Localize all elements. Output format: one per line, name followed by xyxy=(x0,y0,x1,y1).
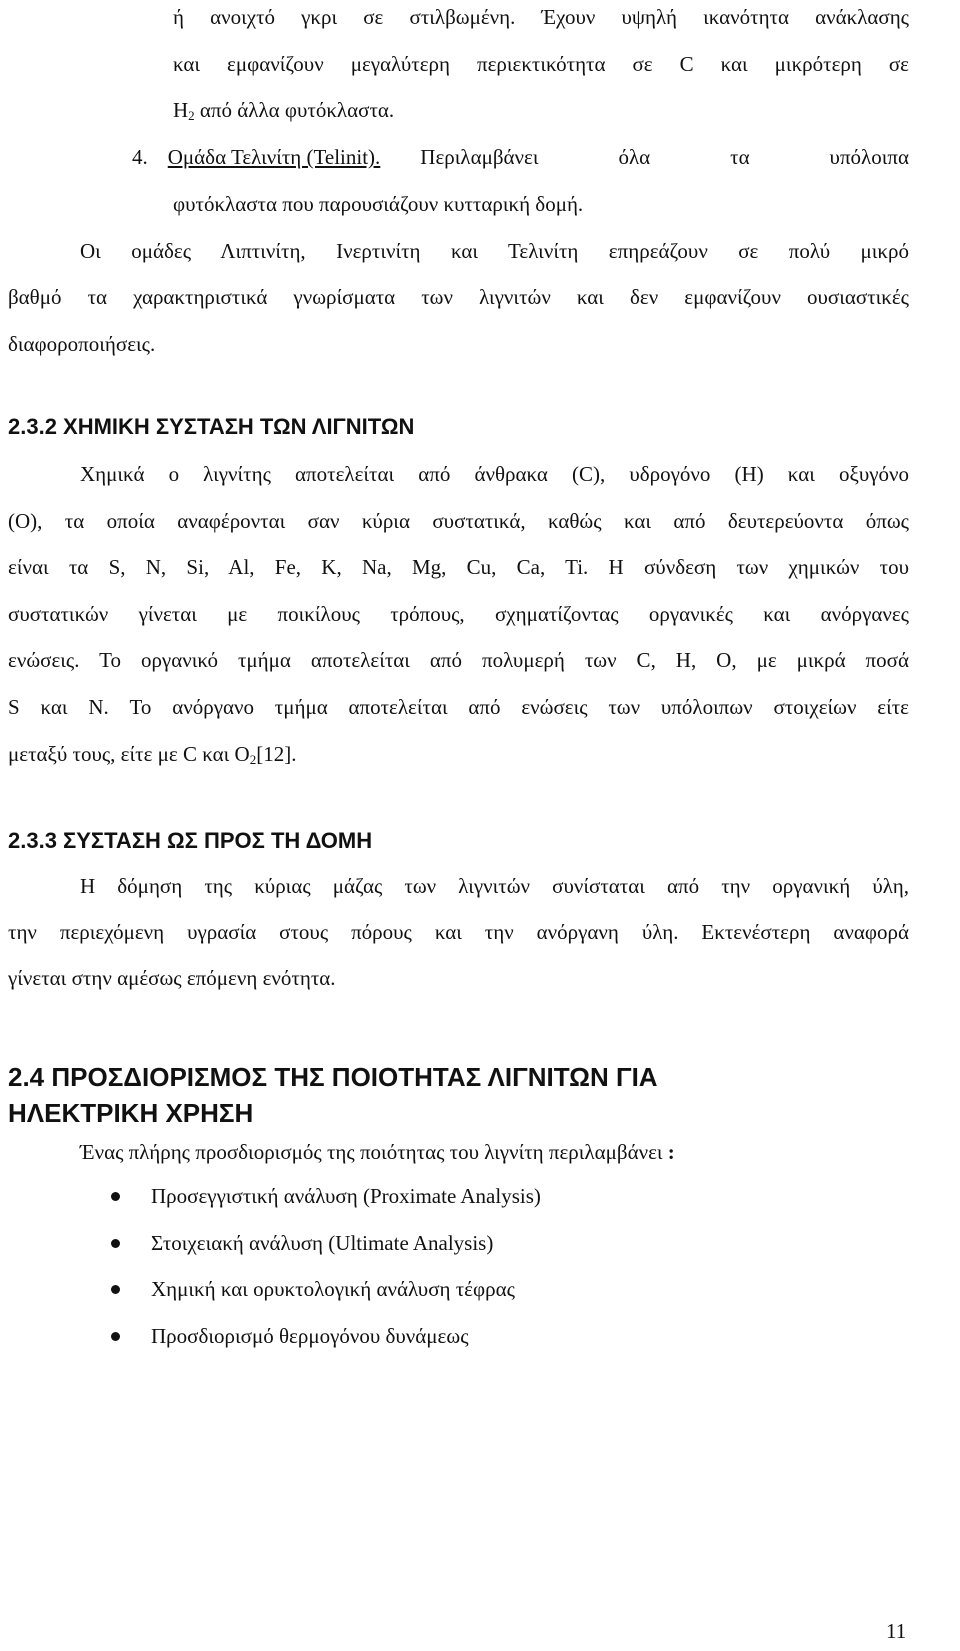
quality-intro: Ένας πλήρης προσδιορισμός της ποιότητας του λιγνίτη περιλαμβάνει : xyxy=(80,1140,675,1164)
structure-para-line2: την περιεχόμενη υγρασία στους πόρους και την ανόργανη ύλη. Εκτενέστερη αναφορά xyxy=(8,920,909,944)
bullet-item-ash-analysis: Χημική και ορυκτολογική ανάλυση τέφρας xyxy=(151,1277,515,1301)
list-item-4-line2: φυτόκλαστα που παρουσιάζουν κυτταρική δομή. xyxy=(173,192,584,216)
bullet-dot xyxy=(111,1239,120,1248)
chem-para-line1: Χημικά ο λιγνίτης αποτελείται από άνθρακα (C), υδρογόνο (H) και οξυγόνο xyxy=(80,462,909,486)
section-heading-2-4-line1: 2.4 ΠΡΟΣΔΙΟΡΙΣΜΟΣ ΤΗΣ ΠΟΙΟΤΗΤΑΣ ΛΙΓΝΙΤΩΝ ΓΙΑ xyxy=(8,1062,658,1092)
bullet-dot xyxy=(111,1285,120,1294)
intro-colon: : xyxy=(667,1140,675,1164)
list-tail-line3: $H_2$ από άλλα φυτόκλαστα. xyxy=(173,98,395,123)
list-item-text: Περιλαμβάνει όλα τα υπόλοιπα xyxy=(420,145,909,169)
list-tail-line1: ή ανοιχτό γκρι σε στιλβωμένη. Έχουν υψηλή ικανότητα ανάκλασης xyxy=(173,5,909,29)
bullet-dot xyxy=(111,1192,120,1201)
chem-para-line4: συστατικών γίνεται με ποικίλους τρόπους, σχηματίζοντας οργανικές και ανόργανες xyxy=(8,602,909,626)
section-heading-2-3-2: 2.3.2 ΧΗΜΙΚΗ ΣΥΣΤΑΣΗ ΤΩΝ ΛΙΓΝΙΤΩΝ xyxy=(8,414,415,439)
list-tail-line2: και εμφανίζουν μεγαλύτερη περιεκτικότητα σε C και μικρότερη σε xyxy=(173,52,909,76)
list-item-number: 4. xyxy=(132,145,148,169)
structure-para-line3: γίνεται στην αμέσως επόμενη ενότητα. xyxy=(8,966,336,990)
groups-paragraph-line3: διαφοροποιήσεις. xyxy=(8,332,156,356)
list-item-title: Ομάδα Τελινίτη (Telinit). xyxy=(167,145,381,169)
chem-para-line3: είναι τα S, N, Si, Al, Fe, K, Na, Mg, Cu, Ca, Ti. Η σύνδεση των χημικών του xyxy=(8,555,909,579)
groups-paragraph-line1: Οι ομάδες Λιπτινίτη, Ινερτινίτη και Τελινίτη επηρεάζουν σε πολύ μικρό xyxy=(80,239,909,263)
page-number: 11 xyxy=(886,1619,907,1643)
list-item-4 xyxy=(132,143,909,172)
structure-para-line1: Η δόμηση της κύριας μάζας των λιγνιτών συνίσταται από την οργανική ύλη, xyxy=(80,874,909,898)
chem-para-line7: μεταξύ τους, είτε με C και $O_2[12]$. xyxy=(8,742,297,767)
bullet-item-calorific-value: Προσδιορισμό θερμογόνου δυνάμεως xyxy=(151,1324,469,1348)
section-heading-2-3-3: 2.3.3 ΣΥΣΤΑΣΗ ΩΣ ΠΡΟΣ ΤΗ ΔΟΜΗ xyxy=(8,828,373,853)
chem-para-line5: ενώσεις. Το οργανικό τμήμα αποτελείται από πολυμερή των C, H, O, με μικρά ποσά xyxy=(8,648,909,672)
bullet-dot xyxy=(111,1332,120,1341)
chem-para-line2: (O), τα οποία αναφέρονται σαν κύρια συστατικά, καθώς και από δευτερεύοντα όπως xyxy=(8,509,909,533)
chem-para-line6: S και N. Το ανόργανο τμήμα αποτελείται από ενώσεις των υπόλοιπων στοιχείων είτε xyxy=(8,695,909,719)
section-heading-2-4-line2: ΗΛΕΚΤΡΙΚΗ ΧΡΗΣΗ xyxy=(8,1098,254,1128)
groups-paragraph-line2: βαθμό τα χαρακτηριστικά γνωρίσματα των λιγνιτών και δεν εμφανίζουν ουσιαστικές xyxy=(8,285,909,309)
bullet-item-proximate: Προσεγγιστική ανάλυση (Proximate Analysis) xyxy=(151,1184,541,1208)
bullet-item-ultimate: Στοιχειακή ανάλυση (Ultimate Analysis) xyxy=(151,1231,494,1255)
